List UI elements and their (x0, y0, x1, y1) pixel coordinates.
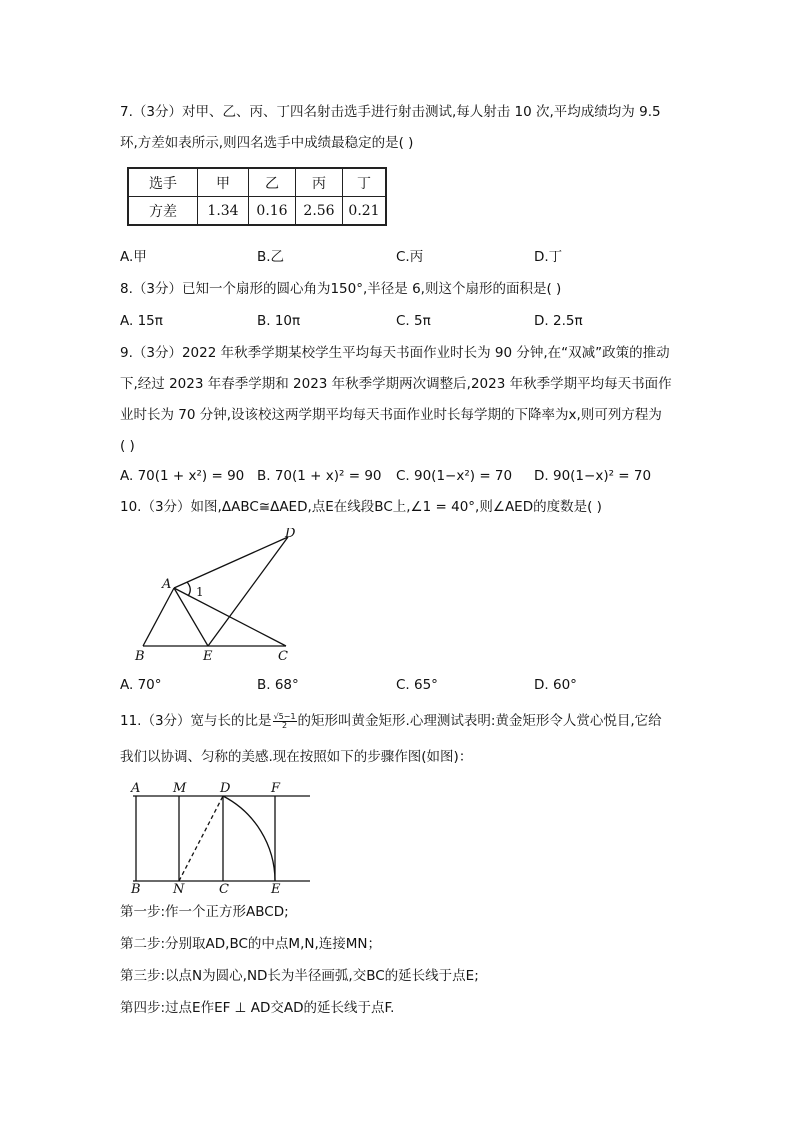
table-cell: 2.56 (296, 197, 343, 226)
segment-de (208, 537, 288, 646)
table-row (128, 197, 386, 226)
table-cell: 选手 (128, 168, 198, 197)
q8-option-b: B. 10π (257, 313, 301, 329)
q9-text-line1: 9.（3分）2022 年秋季学期某校学生平均每天书面作业时长为 90 分钟,在“双减”政策的推动 (120, 345, 670, 361)
q8-option-a: A. 15π (120, 313, 163, 329)
triangle-figure (130, 528, 310, 663)
q7-option-c: C.丙 (396, 249, 424, 265)
angle-1-arc (187, 582, 190, 596)
label-e: E (203, 649, 213, 663)
q9-text-line3: 业时长为 70 分钟,设该校这两学期平均每天书面作业时长每学期的下降率为x,则可列方程为 (120, 407, 662, 423)
variance-table (127, 167, 387, 226)
q9-text-line2: 下,经过 2023 年春季学期和 2023 年秋季学期两次调整后,2023 年秋季学期平均每天书面作 (120, 376, 672, 392)
label-a: A (131, 781, 141, 796)
q10-text: 10.（3分）如图,ΔABC≅ΔAED,点E在线段BC上,∠1 = 40°,则∠AED的度数是( ) (120, 499, 602, 515)
segment-ad (174, 537, 288, 588)
fraction-denominator: 2 (282, 720, 288, 730)
q7-text-line1: 7.（3分）对甲、乙、丙、丁四名射击选手进行射击测试,每人射击 10 次,平均成绩均为 9.5 (120, 104, 661, 120)
label-c: C (219, 882, 229, 895)
label-b: B (131, 882, 141, 895)
fraction-numerator: √5−1 (273, 711, 296, 721)
table-cell: 方差 (128, 197, 198, 226)
table-cell: 丙 (296, 168, 343, 197)
q10-option-d: D. 60° (534, 677, 577, 693)
label-e: E (271, 882, 281, 895)
table-cell: 甲 (198, 168, 249, 197)
q7-text-line2: 环,方差如表所示,则四名选手中成绩最稳定的是( ) (120, 135, 414, 151)
q8-option-c: C. 5π (396, 313, 431, 329)
q7-option-d: D.丁 (534, 249, 563, 265)
q11-step1: 第一步:作一个正方形ABCD; (120, 904, 289, 920)
table-cell: 丁 (343, 168, 387, 197)
q11-prefix: 11.（3分）宽与长的比是 (120, 713, 272, 729)
label-b: B (135, 649, 145, 663)
label-d: D (285, 528, 296, 541)
q9-option-a: A. 70(1 + x²) = 90 (120, 468, 245, 484)
segment-ab (143, 588, 174, 646)
table-cell: 乙 (249, 168, 296, 197)
label-m: M (173, 781, 187, 796)
q7-options (120, 248, 680, 266)
q7-option-b: B.乙 (257, 249, 285, 265)
label-f: F (271, 781, 281, 796)
arc-de (223, 796, 275, 881)
table-row (128, 168, 386, 197)
q11-text-line2: 我们以协调、匀称的美感.现在按照如下的步骤作图(如图)： (120, 749, 473, 765)
q11-step3: 第三步:以点N为圆心,ND长为半径画弧,交BC的延长线于点E; (120, 968, 479, 984)
label-c: C (278, 649, 288, 663)
golden-ratio-fraction (273, 713, 297, 730)
q8-option-d: D. 2.5π (534, 313, 583, 329)
label-a: A (162, 577, 172, 592)
q9-text-line4: ( ) (120, 438, 135, 454)
label-n: N (173, 882, 185, 895)
q9-options (120, 467, 680, 485)
q8-text: 8.（3分）已知一个扇形的圆心角为150°,半径是 6,则这个扇形的面积是( ) (120, 281, 562, 297)
label-angle-1: 1 (196, 585, 204, 599)
q11-step4: 第四步:过点E作EF ⊥ AD交AD的延长线于点F. (120, 1000, 395, 1016)
q9-option-b: B. 70(1 + x)² = 90 (257, 468, 382, 484)
segment-nd-dashed (179, 796, 223, 881)
q9-option-d: D. 90(1−x)² = 70 (534, 468, 652, 484)
q11-text-line1 (120, 712, 662, 730)
q9-option-c: C. 90(1−x²) = 70 (396, 468, 513, 484)
table-cell: 1.34 (198, 197, 249, 226)
label-d: D (220, 781, 231, 796)
q11-step2: 第二步:分别取AD,BC的中点M,N,连接MN； (120, 936, 381, 952)
q10-option-a: A. 70° (120, 677, 162, 693)
table-cell: 0.16 (249, 197, 296, 226)
q10-option-c: C. 65° (396, 677, 438, 693)
q7-option-a: A.甲 (120, 249, 147, 265)
q8-options (120, 312, 680, 330)
q11-suffix: 的矩形叫黄金矩形.心理测试表明:黄金矩形令人赏心悦目,它给 (297, 713, 662, 729)
table-cell: 0.21 (343, 197, 387, 226)
q10-option-b: B. 68° (257, 677, 299, 693)
q10-options (120, 676, 680, 694)
golden-rectangle-figure (128, 780, 313, 895)
